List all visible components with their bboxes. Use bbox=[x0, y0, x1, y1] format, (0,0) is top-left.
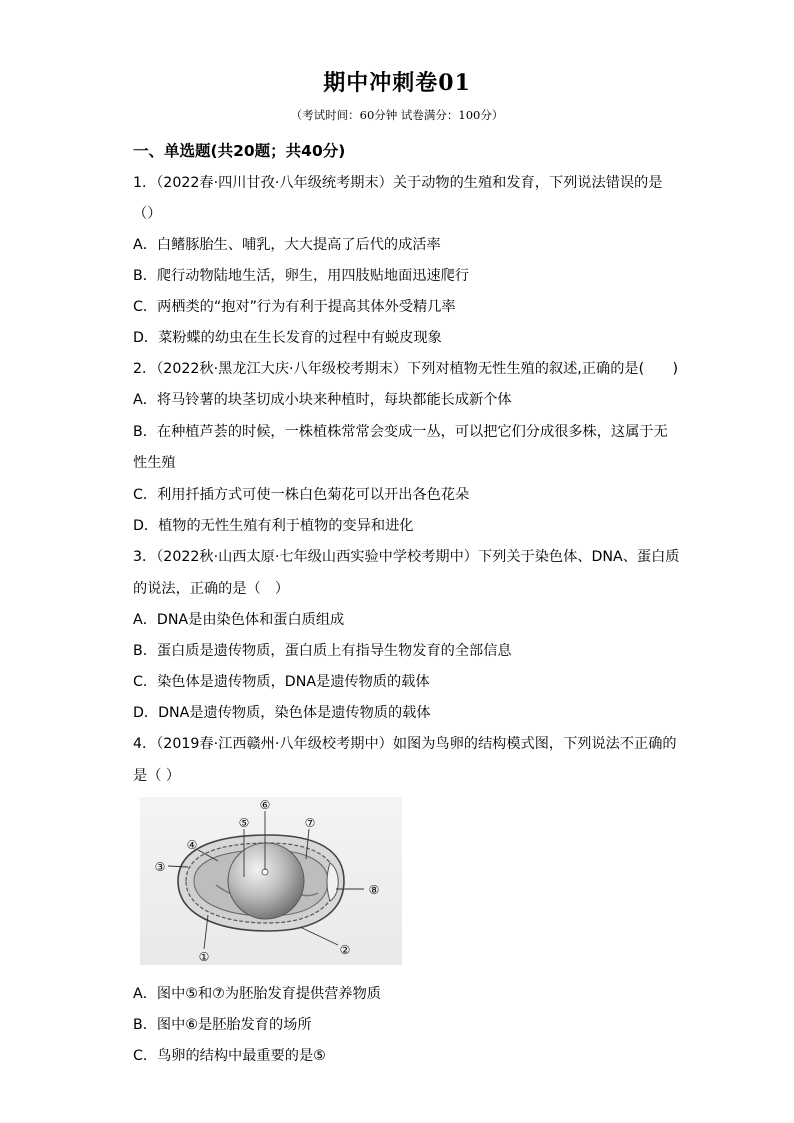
question-1-stem: 1．（2022春·四川甘孜·八年级统考期末）关于动物的生殖和发育，下列说法错误的是 bbox=[133, 175, 663, 191]
question-1-option-a: A．白鳍豚胎生、哺乳，大大提高了后代的成活率 bbox=[133, 237, 441, 253]
label-2: ② bbox=[339, 943, 351, 957]
label-3: ③ bbox=[154, 860, 166, 874]
bird-egg-diagram bbox=[140, 797, 402, 965]
question-4-stem: 4．（2019春·江西赣州·八年级校考期中）如图为鸟卵的结构模式图，下列说法不正确的 bbox=[133, 736, 677, 752]
question-2-stem: 2．（2022秋·黑龙江大庆·八年级校考期末）下列对植物无性生殖的叙述,正确的是( ) bbox=[133, 361, 679, 377]
question-2-option-a: A．将马铃薯的块茎切成小块来种植时，每块都能长成新个体 bbox=[133, 392, 512, 408]
label-4: ④ bbox=[186, 838, 198, 852]
label-5: ⑤ bbox=[238, 816, 250, 830]
exam-info: （考试时间：60分钟 试卷满分：100分） bbox=[290, 108, 504, 122]
question-1-option-c: C．两栖类的“抱对”行为有利于提高其体外受精几率 bbox=[133, 299, 456, 315]
egg-yolk bbox=[228, 843, 304, 919]
label-6: ⑥ bbox=[259, 798, 271, 812]
question-2-option-b: B．在种植芦荟的时候，一株植株常常会变成一丛，可以把它们分成很多株，这属于无 bbox=[133, 424, 668, 440]
question-3-option-b: B．蛋白质是遗传物质，蛋白质上有指导生物发育的全部信息 bbox=[133, 643, 512, 659]
question-1-option-b: B．爬行动物陆地生活，卵生，用四肢贴地面迅速爬行 bbox=[133, 268, 470, 284]
question-3-option-a: A．DNA是由染色体和蛋白质组成 bbox=[133, 612, 345, 628]
question-1-option-d: D．菜粉蝶的幼虫在生长发育的过程中有蜕皮现象 bbox=[133, 330, 442, 346]
question-2-option-b-cont: 性生殖 bbox=[133, 455, 176, 471]
question-1-stem-cont: （） bbox=[133, 206, 162, 222]
label-1: ① bbox=[198, 950, 210, 964]
question-3-option-c: C．染色体是遗传物质，DNA是遗传物质的载体 bbox=[133, 674, 430, 690]
label-8: ⑧ bbox=[368, 883, 380, 897]
question-4-stem-cont: 是（ ） bbox=[133, 768, 181, 784]
page-title: 期中冲刺卷01 bbox=[323, 70, 471, 96]
label-7: ⑦ bbox=[304, 816, 316, 830]
question-4-option-a: A．图中⑤和⑦为胚胎发育提供营养物质 bbox=[133, 986, 381, 1002]
question-4-option-c: C．鸟卵的结构中最重要的是⑤ bbox=[133, 1048, 326, 1064]
question-2-option-c: C．利用扦插方式可使一株白色菊花可以开出各色花朵 bbox=[133, 487, 470, 503]
question-4-option-b: B．图中⑥是胚胎发育的场所 bbox=[133, 1017, 312, 1033]
section-heading: 一、单选题(共20题；共40分) bbox=[133, 142, 346, 160]
question-3-stem-cont: 的说法，正确的是（ ） bbox=[133, 581, 290, 597]
question-2-option-d: D．植物的无性生殖有利于植物的变异和进化 bbox=[133, 518, 414, 534]
question-3-option-d: D．DNA是遗传物质，染色体是遗传物质的载体 bbox=[133, 705, 431, 721]
question-3-stem: 3．（2022秋·山西太原·七年级山西实验中学校考期中）下列关于染色体、DNA、蛋白质 bbox=[133, 549, 680, 565]
